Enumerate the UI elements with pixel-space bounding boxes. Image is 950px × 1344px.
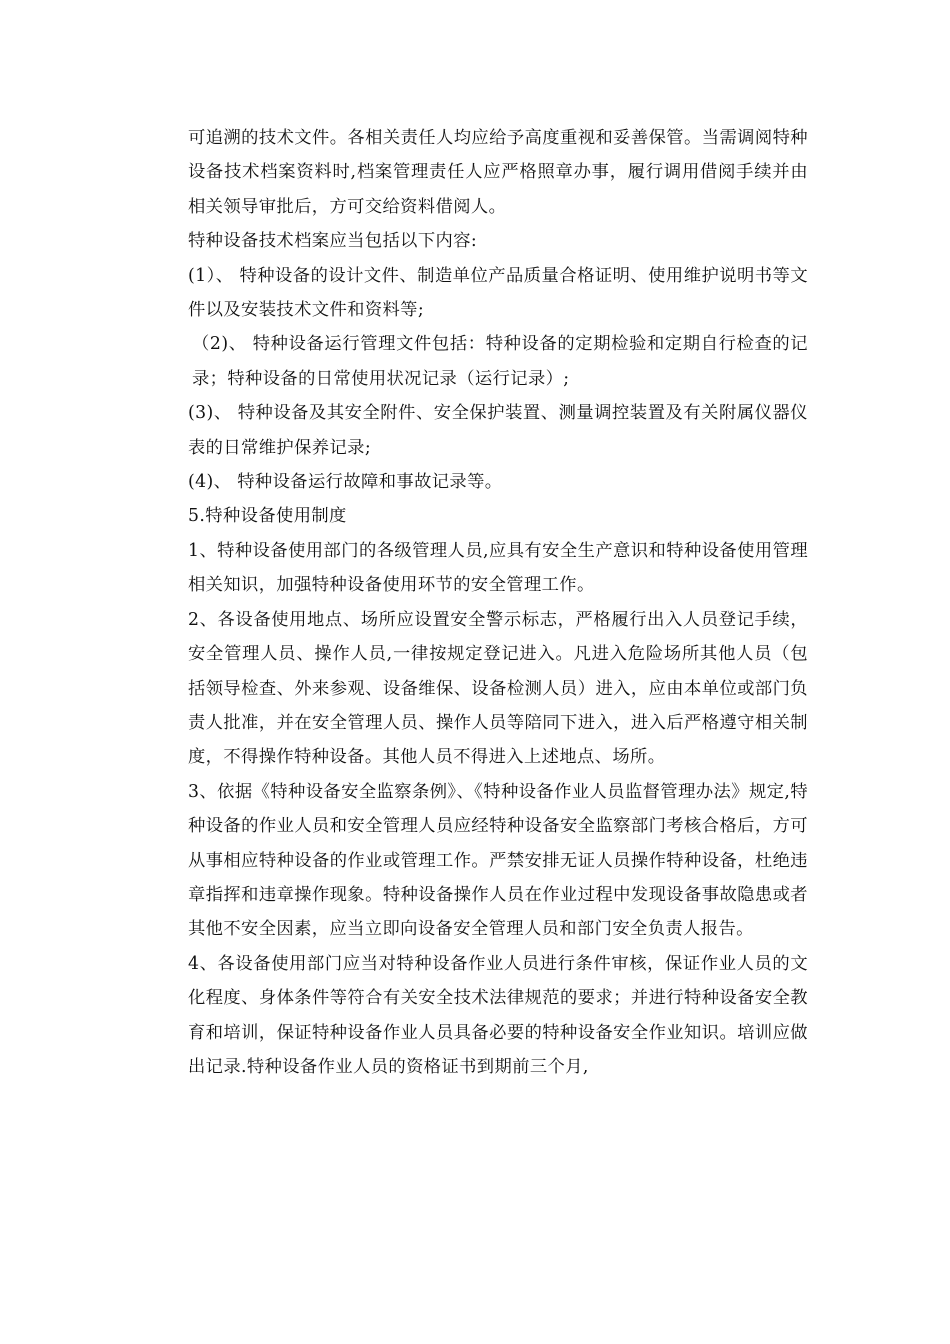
rule-1: 1、特种设备使用部门的各级管理人员,应具有安全生产意识和特种设备使用管理相关知识，加强特种设备使用环节的安全管理工作。 (188, 540, 808, 596)
section-heading: 5.特种设备使用制度 (188, 506, 347, 527)
list-item-4: (4)、 特种设备运行故障和事故记录等。 (188, 472, 503, 493)
rule-4: 4、各设备使用部门应当对特种设备作业人员进行条件审核，保证作业人员的文化程度、身体条件等符合有关安全技术法律规范的要求；并进行特种设备安全教育和培训，保证特种设备作业人员具备必要的特种设备安全作业知识。培训应做出记录.特种设备作业人员的资格证书到期前三个月, (188, 953, 808, 1077)
paragraph-archive-custody: 可追溯的技术文件。各相关责任人均应给予高度重视和妥善保管。当需调阅特种设备技术档案资料时,档案管理责任人应严格照章办事，履行调用借阅手续并由相关领导审批后，方可交给资料借阅人。 (188, 128, 808, 217)
list-item-2: （2)、 特种设备运行管理文件包括：特种设备的定期检验和定期自行检查的记录；特种设备的日常使用状况记录（运行记录）; (192, 334, 808, 389)
list-item-3: (3)、 特种设备及其安全附件、安全保护装置、测量调控装置及有关附属仪器仪表的日常维护保养记录; (188, 403, 808, 458)
list-item-1: (1）、 特种设备的设计文件、制造单位产品质量合格证明、使用维护说明书等文件以及安装技术文件和资料等; (188, 265, 808, 321)
paragraph-archive-contents-intro: 特种设备技术档案应当包括以下内容: (188, 231, 478, 252)
rule-2: 2、各设备使用地点、场所应设置安全警示标志，严格履行出入人员登记手续，安全管理人员、操作人员,一律按规定登记进入。凡进入危险场所其他人员（包括领导检查、外来参观、设备维保、设备检测人员）进入，应由本单位或部门负责人批准，并在安全管理人员、操作人员等陪同下进入，进入后严格遵守相关制度，不得操作特种设备。其他人员不得进入上述地点、场所。 (188, 609, 808, 768)
document-body (188, 121, 808, 1084)
rule-3: 3、依据《特种设备安全监察条例》、《特种设备作业人员监督管理办法》规定,特种设备的作业人员和安全管理人员应经特种设备安全监察部门考核合格后，方可从事相应特种设备的作业或管理工作。严禁安排无证人员操作特种设备，杜绝违章指挥和违章操作现象。特种设备操作人员在作业过程中发现设备事故隐患或者其他不安全因素，应当立即向设备安全管理人员和部门安全负责人报告。 (188, 781, 808, 940)
